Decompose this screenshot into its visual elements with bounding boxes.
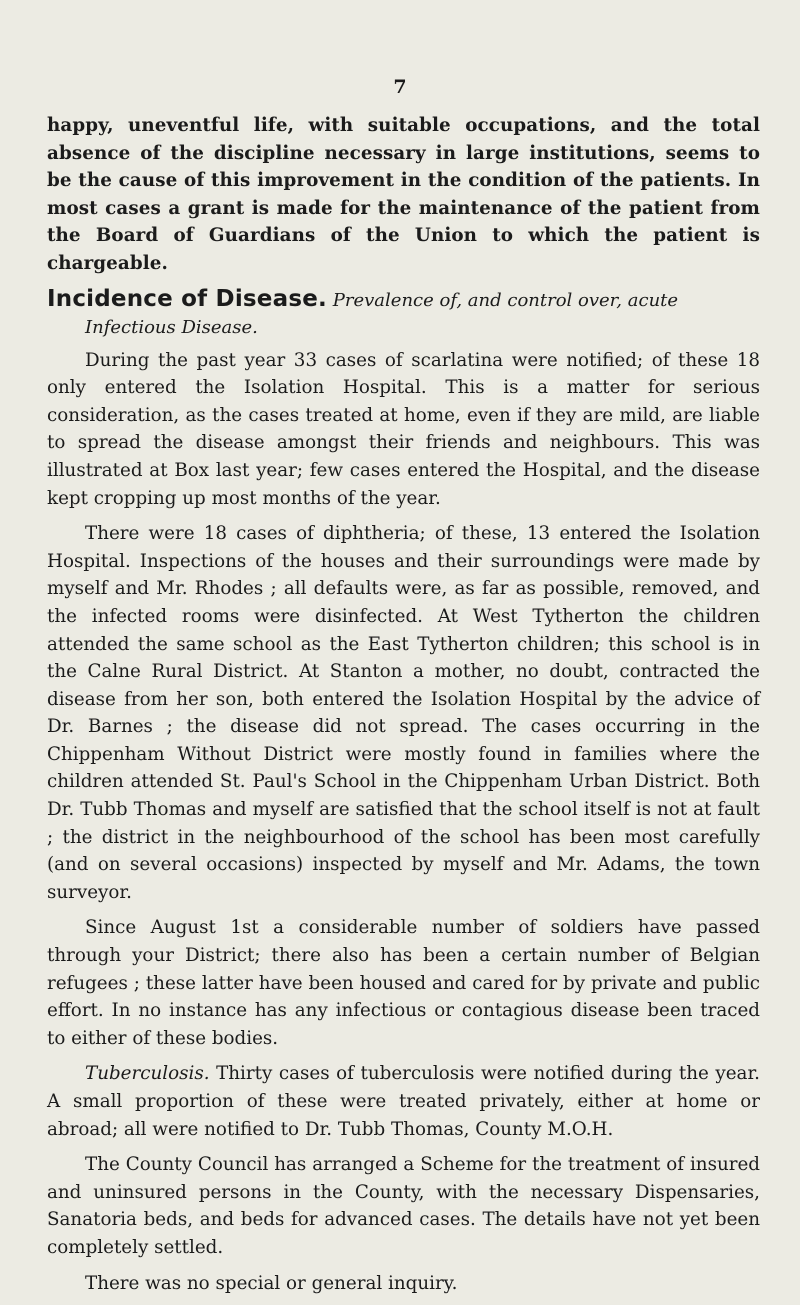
- section-subheading-continued: Infectious Disease.: [85, 316, 258, 338]
- section-subheading: Prevalence of, and control over, acute: [332, 289, 679, 311]
- paragraph-scarlatina: During the past year 33 cases of scarlatina were notified; of these 18 only entered the Isolation Hospital. This is a matter for serious consideration, as the cases treated at home, even if they are mild, are liable to spread the disease amongst their friends and neighbours. This was illustrated at Box last year; few cases entered the Hospital, and the disease kept cropping up most months of the year.: [47, 349, 760, 509]
- tuberculosis-lead: Tuberculosis.: [85, 1063, 210, 1085]
- paragraph-no-inquiry: There was no special or general inquiry.: [85, 1272, 458, 1294]
- section-heading-block: [47, 286, 760, 341]
- page-number: 7: [393, 76, 407, 98]
- paragraph-soldiers-refugees: Since August 1st a considerable number of soldiers have passed through your District; there also has been a certain number of Belgian refugees ; these latter have been housed and cared for by private and public effort. In no instance has any infectious or contagious disease been traced to either of these bodies.: [47, 917, 760, 1049]
- page-body: [47, 112, 760, 1305]
- paragraph-county-scheme: The County Council has arranged a Scheme for the treatment of insured and uninsured persons in the County, with the necessary Dispensaries, Sanatoria beds, and beds for advanced cases. The details have not yet been completely settled.: [47, 1154, 760, 1258]
- paragraph-diphtheria: There were 18 cases of diphtheria; of these, 13 entered the Isolation Hospital. Inspections of the houses and their surroundings were made by myself and Mr. Rhodes ; all defaults were, as far as possible, removed, and the infected rooms were disinfected. At West Tytherton the children attended the same school as the East Tytherton children; this school is in the Calne Rural District. At Stanton a mother, no doubt, contracted the disease from her son, both entered the Isolation Hospital by the advice of Dr. Barnes ; the disease did not spread. The cases occurring in the Chippenham Without District were mostly found in families where the children attended St. Paul's School in the Chippenham Urban District. Both Dr. Tubb Thomas and myself are satisfied that the school itself is not at fault ; the district in the neighbourhood of the school has been most carefully (and on several occasions) inspected by myself and Mr. Adams, the town surveyor.: [47, 523, 760, 903]
- section-heading: Incidence of Disease.: [47, 285, 327, 312]
- paragraph-tuberculosis: [47, 1060, 760, 1143]
- tuberculosis-text: Thirty cases of tuberculosis were notified during the year. A small proportion of these were treated privately, either at home or abroad; all were notified to Dr. Tubb Thomas, County M.O.H.: [47, 1063, 760, 1140]
- opening-paragraph: happy, uneventful life, with suitable occupations, and the total absence of the discipline necessary in large institutions, seems to be the cause of this improvement in the condition of the patients. In most cases a grant is made for the maintenance of the patient from the Board of Guardians of the Union to which the patient is chargeable.: [47, 115, 760, 274]
